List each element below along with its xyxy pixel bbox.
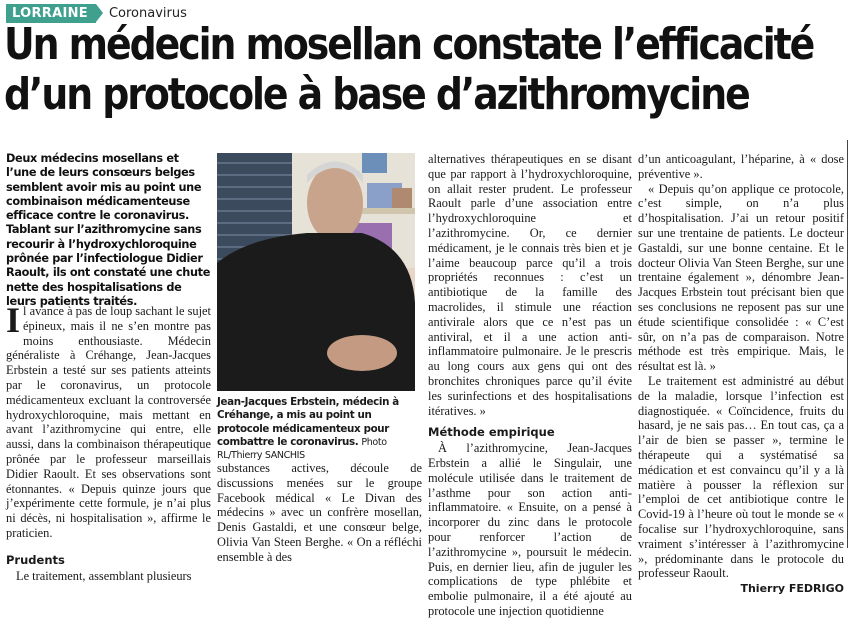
column-3 <box>428 152 632 619</box>
caption-text: Jean-Jacques Erbstein, médecin à Créhange, a mis au point un protocole médicamenteux pour combattre le coronavirus. <box>217 396 399 448</box>
treatment-paragraph: Le traitement est administré au début de la maladie, lorsque l’infection est diagnostiquée. « Coïncidence, fruits du hasard, je ne sais pas… En tout cas, ça a l’air de bien se passer », termine le thérapeute qui a systématisé sa médication et est convaincu qu’il y a là matière à pousser la réflexion sur l’emploi de cet antibiotique contre le Covid-19 à l’heure où tout le monde se « focalise sur l’hydroxychloroquine, sans vraiment s’intéresser à l’azithromycine », prédominante dans le protocole du professeur Raoult. <box>638 373 844 581</box>
section-tag[interactable]: LORRAINE <box>6 4 96 23</box>
dropcap: I <box>6 300 21 340</box>
quote-paragraph: alternatives thérapeutiques en se disant que par rapport à l’hydroxychloroquine, on allait rester prudent. Le professeur Raoult parle d’une association entre l’hydroxychloroquine et l’azithromycine. Or, ce dernier médicament, je le connais très bien et je l’aime beaucoup parce qu’il a trois propriétés reconnues : c’est un antibiotique de la famille des macrolides, il stimule une réaction antivirale alors que ce n’est pas un antiviral, et il a une action anti-inflammatoire pulmonaire. Je le prescris au long cours aux gens qui ont des bronchites chroniques parce qu’il évite les surinfections et des hospitalisations itératives. » <box>428 152 632 418</box>
intro-text: l avance à pas de loup sachant le sujet épineux, mais il ne s’en montre pas moins enthousiaste. Médecin généraliste à Créhange, Jean-Jacques Erbstein a testé sur ses patients atteints par le coronavirus, un protocole médicamenteux excluant la controversée hydroxychloroquine, mais mettant en avant l’azithromycine qui entre, elle aussi, dans la combinaison thérapeutique prônée par le professeur marseillais Didier Raoult. Et ses observations sont étonnantes. « Depuis quinze jours que j’expérimente cette formule, je n’ai plus ni décès, ni hospitalisation », affirme le praticien. <box>6 304 211 540</box>
headline-line-2: d’un protocole à base d’azithromycine <box>4 69 749 120</box>
results-paragraph: « Depuis qu’on applique ce protocole, c’est simple, on n’a plus d’hospitalisation. J’ai un retour positif sur une trentaine de patients. Le docteur Gastaldi, sur une bonne centaine. Et le docteur Olivia Van Steen Berghe, sur une trentaine également », dénombre Jean-Jacques Erbstein tout précisant bien que ses conclusions ne reposent pas sur une étude scientifique consolidée : « C’est sûr, on n’a pas de comparaison. Notre méthode est très empirique. Mais, le résultat est là. » <box>638 181 844 374</box>
methode-paragraph: À l’azithromycine, Jean-Jacques Erbstein a allié le Singulair, une molécule utilisée dans le traitement de l’asthme pour son action anti-inflammatoire. « Ensuite, on a pensé à incorporer du zinc dans le protocole pour renforcer l’action de l’azithromycine », poursuit le médecin. Puis, en dernier lieu, afin de juguler les complications de type phlébite et embolie pulmonaire, il a été ajouté au protocole une injection quotidienne <box>428 441 632 618</box>
rubric-label: Coronavirus <box>108 5 187 21</box>
portrait-image <box>217 153 415 391</box>
prudents-paragraph-start: Le traitement, assemblant plusieurs <box>16 568 192 583</box>
photo-credit: Photo RL/Thierry SANCHIS <box>217 436 387 462</box>
headline <box>4 19 814 120</box>
anticoagulant-paragraph: d’un anticoagulant, l’héparine, à « dose préventive ». <box>638 152 844 181</box>
subhead-prudents: Prudents <box>6 552 65 567</box>
intro-paragraph <box>6 300 211 541</box>
right-border-divider <box>847 140 848 548</box>
subhead-methode-empirique: Méthode empirique <box>428 425 555 440</box>
column-4 <box>638 152 844 597</box>
lead-paragraph: Deux médecins mosellans et l’une de leurs consœurs belges semblent avoir mis au point une combinaison médicamenteuse efficace contre le coronavirus. Tablant sur l’azithromycine sans recourir à l’hydroxychloroquine prônée par l’infectiologue Didier Raoult, ils ont constaté une chute nette des hospitalisations de leurs patients traités. <box>6 152 211 308</box>
article-photo[interactable] <box>217 153 415 391</box>
prudents-paragraph-continued: substances actives, découle de discussions menées sur le groupe Facebook médical « Le Divan des médecins » avec un confrère mosellan, Denis Gastaldi, et une consœur belge, Olivia Van Steen Berghe. « On a réfléchi ensemble à des <box>217 461 422 564</box>
column-1 <box>6 300 211 583</box>
photo-caption <box>217 396 422 462</box>
author-signature: Thierry FEDRIGO <box>740 582 844 596</box>
headline-line-1: Un médecin mosellan constate l’efficacité <box>4 19 814 70</box>
column-2 <box>217 461 422 565</box>
